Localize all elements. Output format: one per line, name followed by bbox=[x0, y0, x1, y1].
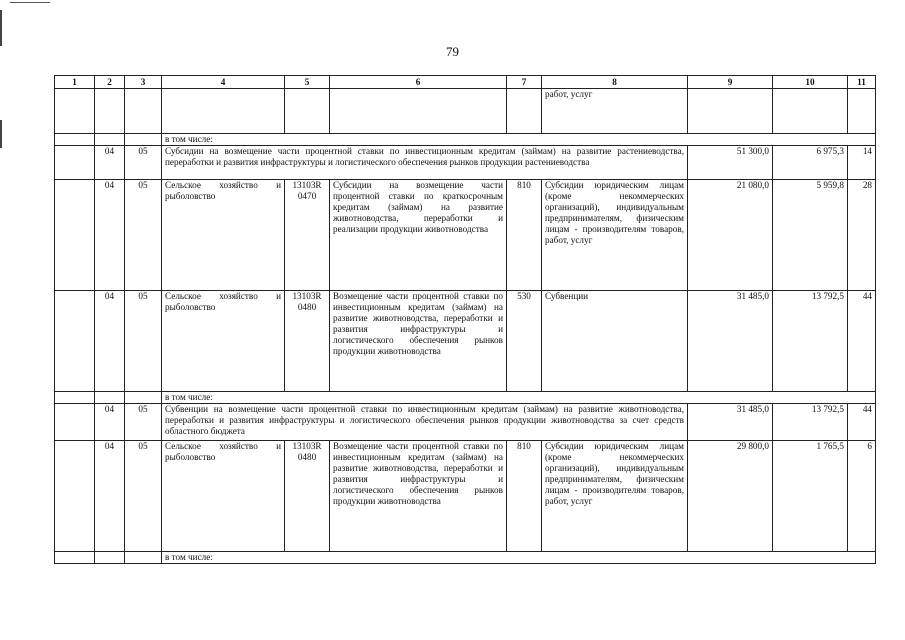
col-header: 6 bbox=[330, 76, 507, 89]
section-code: 04 bbox=[95, 291, 125, 392]
including-label: в том числе: bbox=[162, 392, 876, 404]
table-row bbox=[55, 291, 876, 392]
including-label: в том числе: bbox=[162, 552, 876, 564]
scan-edge-mark bbox=[0, 120, 2, 148]
item-description: Возмещение части процентной ставки по инвестиционным кредитам (займам) на развитие животноводства, переработки и развития инфраструктуры и логистического обеспечения рынков продукции животноводства bbox=[330, 441, 507, 552]
section-name: Сельское хозяйство и рыболовство bbox=[162, 441, 285, 552]
item-description: Возмещение части процентной ставки по инвестиционным кредитам (займам) на развитие животноводства, переработки и развития инфраструктуры и логистического обеспечения рынков продукции животноводства bbox=[330, 291, 507, 392]
recipient-cell: Субсидии юридическим лицам (кроме некоммерческих организаций), индивидуальным предпринимателям, физическим лицам - производителям товаров, работ, услуг bbox=[542, 441, 688, 552]
plan-amount: 31 485,0 bbox=[688, 404, 773, 441]
item-description: Субсидии на возмещение части процентной ставки по инвестиционным кредитам (займам) на развитие растениеводства, переработки и развития инфраструктуры и логистического обеспечения рынков продукции растениеводства bbox=[162, 146, 688, 180]
section-code: 04 bbox=[95, 441, 125, 552]
col-header: 3 bbox=[125, 76, 162, 89]
target-code: 13103R 0470 bbox=[285, 180, 330, 291]
plan-amount: 31 485,0 bbox=[688, 291, 773, 392]
table-row bbox=[55, 392, 876, 404]
target-code: 13103R 0480 bbox=[285, 291, 330, 392]
percent: 14 bbox=[848, 146, 876, 180]
section-name: Сельское хозяйство и рыболовство bbox=[162, 180, 285, 291]
actual-amount: 1 765,5 bbox=[773, 441, 848, 552]
table-row bbox=[55, 180, 876, 291]
plan-amount: 21 080,0 bbox=[688, 180, 773, 291]
recipient-cell: работ, услуг bbox=[542, 89, 688, 134]
subsection-code: 05 bbox=[125, 441, 162, 552]
percent: 44 bbox=[848, 404, 876, 441]
table-row bbox=[55, 552, 876, 564]
page-number: 79 bbox=[446, 44, 459, 59]
item-description: Субсидии на возмещение части процентной ставки по краткосрочным кредитам (займам) на развитие животноводства, переработки и реализации продукции животноводства bbox=[330, 180, 507, 291]
actual-amount: 13 792,5 bbox=[773, 291, 848, 392]
scan-artifact bbox=[10, 2, 50, 3]
plan-amount: 29 800,0 bbox=[688, 441, 773, 552]
col-header: 7 bbox=[507, 76, 542, 89]
table-row bbox=[55, 134, 876, 146]
expense-type: 530 bbox=[507, 291, 542, 392]
expense-type: 810 bbox=[507, 180, 542, 291]
scan-edge-mark bbox=[0, 10, 2, 46]
col-header: 2 bbox=[95, 76, 125, 89]
subsection-code: 05 bbox=[125, 291, 162, 392]
section-code: 04 bbox=[95, 146, 125, 180]
percent: 6 bbox=[848, 441, 876, 552]
recipient-cell: Субвенции bbox=[542, 291, 688, 392]
section-code: 04 bbox=[95, 404, 125, 441]
col-header: 4 bbox=[162, 76, 285, 89]
actual-amount: 6 975,3 bbox=[773, 146, 848, 180]
actual-amount: 13 792,5 bbox=[773, 404, 848, 441]
subsection-code: 05 bbox=[125, 180, 162, 291]
section-name: Сельское хозяйство и рыболовство bbox=[162, 291, 285, 392]
actual-amount: 5 959,8 bbox=[773, 180, 848, 291]
item-description: Субвенции на возмещение части процентной ставки по инвестиционным кредитам (займам) на развитие животноводства, переработки и развития инфраструктуры и логистического обеспечения рынков продукции животноводства за счет средств областного бюджета bbox=[162, 404, 688, 441]
budget-table bbox=[54, 75, 876, 564]
expense-type: 810 bbox=[507, 441, 542, 552]
col-header: 11 bbox=[848, 76, 876, 89]
plan-amount: 51 300,0 bbox=[688, 146, 773, 180]
col-header: 9 bbox=[688, 76, 773, 89]
col-header: 1 bbox=[55, 76, 95, 89]
section-code: 04 bbox=[95, 180, 125, 291]
subsection-code: 05 bbox=[125, 404, 162, 441]
table-row bbox=[55, 146, 876, 180]
table-row bbox=[55, 441, 876, 552]
col-header: 8 bbox=[542, 76, 688, 89]
recipient-cell: Субсидии юридическим лицам (кроме некоммерческих организаций), индивидуальным предпринимателям, физическим лицам - производителям товаров, работ, услуг bbox=[542, 180, 688, 291]
including-label: в том числе: bbox=[162, 134, 876, 146]
percent: 28 bbox=[848, 180, 876, 291]
target-code: 13103R 0480 bbox=[285, 441, 330, 552]
subsection-code: 05 bbox=[125, 146, 162, 180]
col-header: 10 bbox=[773, 76, 848, 89]
col-header: 5 bbox=[285, 76, 330, 89]
table-row bbox=[55, 404, 876, 441]
header-row bbox=[55, 76, 876, 89]
percent: 44 bbox=[848, 291, 876, 392]
table-row bbox=[55, 89, 876, 134]
